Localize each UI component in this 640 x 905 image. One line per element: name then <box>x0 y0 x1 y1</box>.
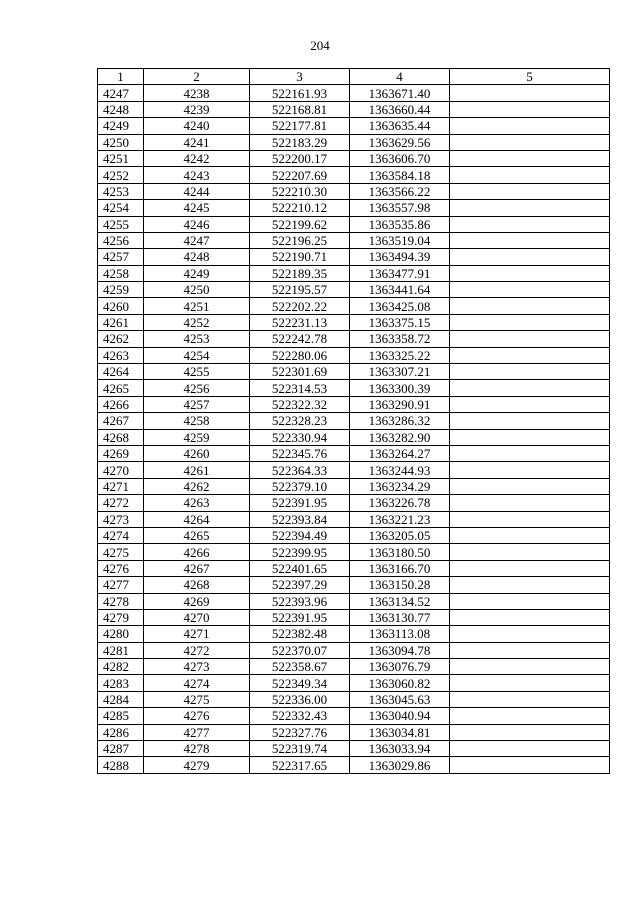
table-cell <box>450 364 610 380</box>
table-row <box>98 331 610 347</box>
table-cell: 4257 <box>98 249 144 265</box>
table-row <box>98 85 610 101</box>
table-cell <box>450 659 610 675</box>
table-cell <box>450 183 610 199</box>
table-cell: 4278 <box>144 741 250 757</box>
table-cell: 4240 <box>144 118 250 134</box>
table-cell: 522301.69 <box>250 364 350 380</box>
table-cell: 522393.84 <box>250 511 350 527</box>
table-cell: 4274 <box>98 527 144 543</box>
table-row <box>98 200 610 216</box>
table-cell: 522364.33 <box>250 462 350 478</box>
table-cell: 4245 <box>144 200 250 216</box>
table-row <box>98 478 610 494</box>
table-cell <box>450 429 610 445</box>
table-cell: 4247 <box>98 85 144 101</box>
table-cell <box>450 118 610 134</box>
table-row <box>98 282 610 298</box>
table-cell: 4277 <box>144 724 250 740</box>
table-row <box>98 101 610 117</box>
table-cell: 4265 <box>144 527 250 543</box>
table-row <box>98 216 610 232</box>
table-cell: 4270 <box>144 609 250 625</box>
table-cell: 522161.93 <box>250 85 350 101</box>
table-cell: 1363094.78 <box>350 642 450 658</box>
table-cell: 522401.65 <box>250 560 350 576</box>
table-cell: 4259 <box>98 282 144 298</box>
table-row <box>98 609 610 625</box>
table-cell: 4267 <box>98 413 144 429</box>
table-cell: 522210.12 <box>250 200 350 216</box>
column-header: 1 <box>98 69 144 85</box>
table-cell: 522358.67 <box>250 659 350 675</box>
table-cell: 4258 <box>144 413 250 429</box>
table-cell: 1363205.05 <box>350 527 450 543</box>
table-row <box>98 495 610 511</box>
table-cell: 522393.96 <box>250 593 350 609</box>
table-cell: 522327.76 <box>250 724 350 740</box>
table-cell: 4264 <box>98 364 144 380</box>
table-cell: 1363282.90 <box>350 429 450 445</box>
table-cell <box>450 265 610 281</box>
table-cell <box>450 167 610 183</box>
table-cell <box>450 642 610 658</box>
table-cell: 1363584.18 <box>350 167 450 183</box>
table-cell: 522177.81 <box>250 118 350 134</box>
table-cell <box>450 708 610 724</box>
table-cell: 4276 <box>98 560 144 576</box>
table-cell <box>450 544 610 560</box>
table-cell <box>450 85 610 101</box>
table-cell <box>450 298 610 314</box>
table-cell: 522183.29 <box>250 134 350 150</box>
table-row <box>98 642 610 658</box>
table-row <box>98 298 610 314</box>
table-cell: 4270 <box>98 462 144 478</box>
table-cell: 522391.95 <box>250 609 350 625</box>
table-cell: 522207.69 <box>250 167 350 183</box>
table-cell: 1363029.86 <box>350 757 450 773</box>
table-cell <box>450 282 610 298</box>
table-cell: 1363535.86 <box>350 216 450 232</box>
table-cell: 1363076.79 <box>350 659 450 675</box>
table-cell: 1363045.63 <box>350 691 450 707</box>
table-cell: 4252 <box>144 314 250 330</box>
table-row <box>98 691 610 707</box>
table-row <box>98 724 610 740</box>
table-cell: 4263 <box>98 347 144 363</box>
table-cell: 4268 <box>144 577 250 593</box>
table-row <box>98 675 610 691</box>
table-row <box>98 265 610 281</box>
table-cell: 522231.13 <box>250 314 350 330</box>
table-cell: 4261 <box>98 314 144 330</box>
table-cell: 522379.10 <box>250 478 350 494</box>
table-cell: 522280.06 <box>250 347 350 363</box>
table-cell <box>450 527 610 543</box>
table-cell: 4265 <box>98 380 144 396</box>
table-cell <box>450 593 610 609</box>
table-cell <box>450 347 610 363</box>
table-cell: 1363425.08 <box>350 298 450 314</box>
table-row <box>98 167 610 183</box>
table-cell: 4267 <box>144 560 250 576</box>
table-cell: 4269 <box>98 445 144 461</box>
table-row <box>98 544 610 560</box>
table-row <box>98 511 610 527</box>
table-cell: 4264 <box>144 511 250 527</box>
table-cell: 4279 <box>144 757 250 773</box>
table-cell: 4287 <box>98 741 144 757</box>
table-cell: 4242 <box>144 150 250 166</box>
table-cell <box>450 314 610 330</box>
table-cell: 4253 <box>98 183 144 199</box>
table-cell: 1363221.23 <box>350 511 450 527</box>
table-cell <box>450 396 610 412</box>
table-row <box>98 741 610 757</box>
table-cell: 522314.53 <box>250 380 350 396</box>
table-cell: 522394.49 <box>250 527 350 543</box>
table-row <box>98 429 610 445</box>
table-cell: 4260 <box>144 445 250 461</box>
table-cell: 522399.95 <box>250 544 350 560</box>
table-cell: 4277 <box>98 577 144 593</box>
table-cell: 1363113.08 <box>350 626 450 642</box>
table-cell: 4258 <box>98 265 144 281</box>
table-cell: 4285 <box>98 708 144 724</box>
table-row <box>98 150 610 166</box>
table-cell: 4239 <box>144 101 250 117</box>
table-cell <box>450 380 610 396</box>
table-cell: 4241 <box>144 134 250 150</box>
table-cell: 4251 <box>98 150 144 166</box>
table-cell: 4286 <box>98 724 144 740</box>
table-cell: 1363130.77 <box>350 609 450 625</box>
table-cell: 1363060.82 <box>350 675 450 691</box>
table-cell: 1363307.21 <box>350 364 450 380</box>
table-cell: 4259 <box>144 429 250 445</box>
table-row <box>98 380 610 396</box>
table-cell: 1363629.56 <box>350 134 450 150</box>
table-cell: 522199.62 <box>250 216 350 232</box>
table-row <box>98 249 610 265</box>
table-cell: 1363606.70 <box>350 150 450 166</box>
table-cell: 4255 <box>144 364 250 380</box>
table-cell: 4282 <box>98 659 144 675</box>
table-cell <box>450 626 610 642</box>
table-cell: 1363375.15 <box>350 314 450 330</box>
table-cell: 4244 <box>144 183 250 199</box>
table-row <box>98 183 610 199</box>
table-cell <box>450 134 610 150</box>
table-cell: 4250 <box>144 282 250 298</box>
table-cell: 4254 <box>144 347 250 363</box>
table-cell: 522200.17 <box>250 150 350 166</box>
table-row <box>98 593 610 609</box>
table-cell: 4279 <box>98 609 144 625</box>
table-cell: 522330.94 <box>250 429 350 445</box>
table-cell: 522322.32 <box>250 396 350 412</box>
table-cell: 522210.30 <box>250 183 350 199</box>
table-cell: 4266 <box>144 544 250 560</box>
column-header: 4 <box>350 69 450 85</box>
table-cell: 1363226.78 <box>350 495 450 511</box>
table-cell <box>450 150 610 166</box>
table-cell: 4243 <box>144 167 250 183</box>
table-cell: 4268 <box>98 429 144 445</box>
table-cell: 4275 <box>144 691 250 707</box>
table-cell: 4271 <box>144 626 250 642</box>
table-cell: 522345.76 <box>250 445 350 461</box>
table-cell: 1363286.32 <box>350 413 450 429</box>
table-row <box>98 118 610 134</box>
table-cell: 1363134.52 <box>350 593 450 609</box>
table-cell: 522332.43 <box>250 708 350 724</box>
table-cell: 1363234.29 <box>350 478 450 494</box>
table-cell <box>450 757 610 773</box>
table-cell: 4262 <box>144 478 250 494</box>
table-cell: 4253 <box>144 331 250 347</box>
table-cell: 4278 <box>98 593 144 609</box>
table-cell <box>450 741 610 757</box>
page-number: 204 <box>310 38 330 53</box>
table-cell: 522202.22 <box>250 298 350 314</box>
table-cell: 522195.57 <box>250 282 350 298</box>
table-cell: 1363150.28 <box>350 577 450 593</box>
table-row <box>98 232 610 248</box>
table-cell <box>450 200 610 216</box>
table-cell: 522349.34 <box>250 675 350 691</box>
table-cell: 1363325.22 <box>350 347 450 363</box>
table-cell: 4266 <box>98 396 144 412</box>
table-cell: 522382.48 <box>250 626 350 642</box>
table-cell <box>450 495 610 511</box>
table-cell <box>450 478 610 494</box>
table-row <box>98 364 610 380</box>
table-cell <box>450 331 610 347</box>
column-header: 5 <box>450 69 610 85</box>
table-cell: 1363033.94 <box>350 741 450 757</box>
table-cell: 4254 <box>98 200 144 216</box>
table-cell: 522317.65 <box>250 757 350 773</box>
column-header: 3 <box>250 69 350 85</box>
table-cell: 4281 <box>98 642 144 658</box>
table-cell: 1363358.72 <box>350 331 450 347</box>
table-row <box>98 757 610 773</box>
table-cell: 4262 <box>98 331 144 347</box>
table-cell: 4269 <box>144 593 250 609</box>
table-row <box>98 626 610 642</box>
table-cell <box>450 609 610 625</box>
table-row <box>98 708 610 724</box>
table-row <box>98 659 610 675</box>
table-cell <box>450 724 610 740</box>
table-cell: 1363519.04 <box>350 232 450 248</box>
table-cell: 4251 <box>144 298 250 314</box>
table-cell: 4247 <box>144 232 250 248</box>
table-cell: 1363660.44 <box>350 101 450 117</box>
table-cell: 4246 <box>144 216 250 232</box>
table-cell: 4284 <box>98 691 144 707</box>
table-cell <box>450 577 610 593</box>
table-cell: 4276 <box>144 708 250 724</box>
table-cell: 1363040.94 <box>350 708 450 724</box>
table-cell: 1363180.50 <box>350 544 450 560</box>
table-cell <box>450 216 610 232</box>
table-cell <box>450 691 610 707</box>
table-cell: 4248 <box>144 249 250 265</box>
table-row <box>98 347 610 363</box>
table-cell: 4280 <box>98 626 144 642</box>
table-cell <box>450 560 610 576</box>
table-cell: 1363034.81 <box>350 724 450 740</box>
table-cell: 522336.00 <box>250 691 350 707</box>
table-cell <box>450 232 610 248</box>
table-cell: 1363566.22 <box>350 183 450 199</box>
table-cell: 1363300.39 <box>350 380 450 396</box>
table-cell: 522370.07 <box>250 642 350 658</box>
coordinates-table <box>97 68 610 774</box>
table-cell <box>450 413 610 429</box>
table-cell: 1363671.40 <box>350 85 450 101</box>
table-row <box>98 445 610 461</box>
table-cell: 522391.95 <box>250 495 350 511</box>
table-cell: 4283 <box>98 675 144 691</box>
table-cell: 4272 <box>98 495 144 511</box>
table-cell <box>450 445 610 461</box>
table-cell: 522242.78 <box>250 331 350 347</box>
table-cell: 522319.74 <box>250 741 350 757</box>
table-cell: 1363244.93 <box>350 462 450 478</box>
table-cell: 4252 <box>98 167 144 183</box>
table-cell: 1363635.44 <box>350 118 450 134</box>
table-cell: 4261 <box>144 462 250 478</box>
table-row <box>98 314 610 330</box>
table-cell: 4274 <box>144 675 250 691</box>
table-cell: 1363264.27 <box>350 445 450 461</box>
table-cell: 4275 <box>98 544 144 560</box>
table-cell: 4273 <box>144 659 250 675</box>
table-cell <box>450 511 610 527</box>
table-row <box>98 577 610 593</box>
table-cell: 4273 <box>98 511 144 527</box>
table-cell: 1363557.98 <box>350 200 450 216</box>
table-cell: 4249 <box>98 118 144 134</box>
table-cell: 4256 <box>98 232 144 248</box>
table-cell <box>450 101 610 117</box>
table-cell: 4248 <box>98 101 144 117</box>
table-cell: 4257 <box>144 396 250 412</box>
table-body <box>98 85 610 773</box>
table-cell: 1363494.39 <box>350 249 450 265</box>
table-row <box>98 413 610 429</box>
table-cell: 4250 <box>98 134 144 150</box>
table-cell: 4260 <box>98 298 144 314</box>
column-header: 2 <box>144 69 250 85</box>
table-cell: 4272 <box>144 642 250 658</box>
table-cell <box>450 675 610 691</box>
table-row <box>98 396 610 412</box>
table-cell: 4249 <box>144 265 250 281</box>
table-cell: 522328.23 <box>250 413 350 429</box>
table-cell: 522168.81 <box>250 101 350 117</box>
table-cell: 4256 <box>144 380 250 396</box>
table-cell <box>450 462 610 478</box>
table-cell: 522397.29 <box>250 577 350 593</box>
table-cell: 1363441.64 <box>350 282 450 298</box>
table-cell: 522189.35 <box>250 265 350 281</box>
table-row <box>98 134 610 150</box>
table-cell: 522190.71 <box>250 249 350 265</box>
table-cell <box>450 249 610 265</box>
table-cell: 4255 <box>98 216 144 232</box>
table-cell: 1363290.91 <box>350 396 450 412</box>
table-cell: 1363166.70 <box>350 560 450 576</box>
table-row <box>98 560 610 576</box>
table-header-row <box>98 69 610 85</box>
table-row <box>98 462 610 478</box>
table-cell: 4238 <box>144 85 250 101</box>
table-cell: 4288 <box>98 757 144 773</box>
table-row <box>98 527 610 543</box>
table-cell: 4271 <box>98 478 144 494</box>
table-cell: 4263 <box>144 495 250 511</box>
table-cell: 1363477.91 <box>350 265 450 281</box>
table-cell: 522196.25 <box>250 232 350 248</box>
